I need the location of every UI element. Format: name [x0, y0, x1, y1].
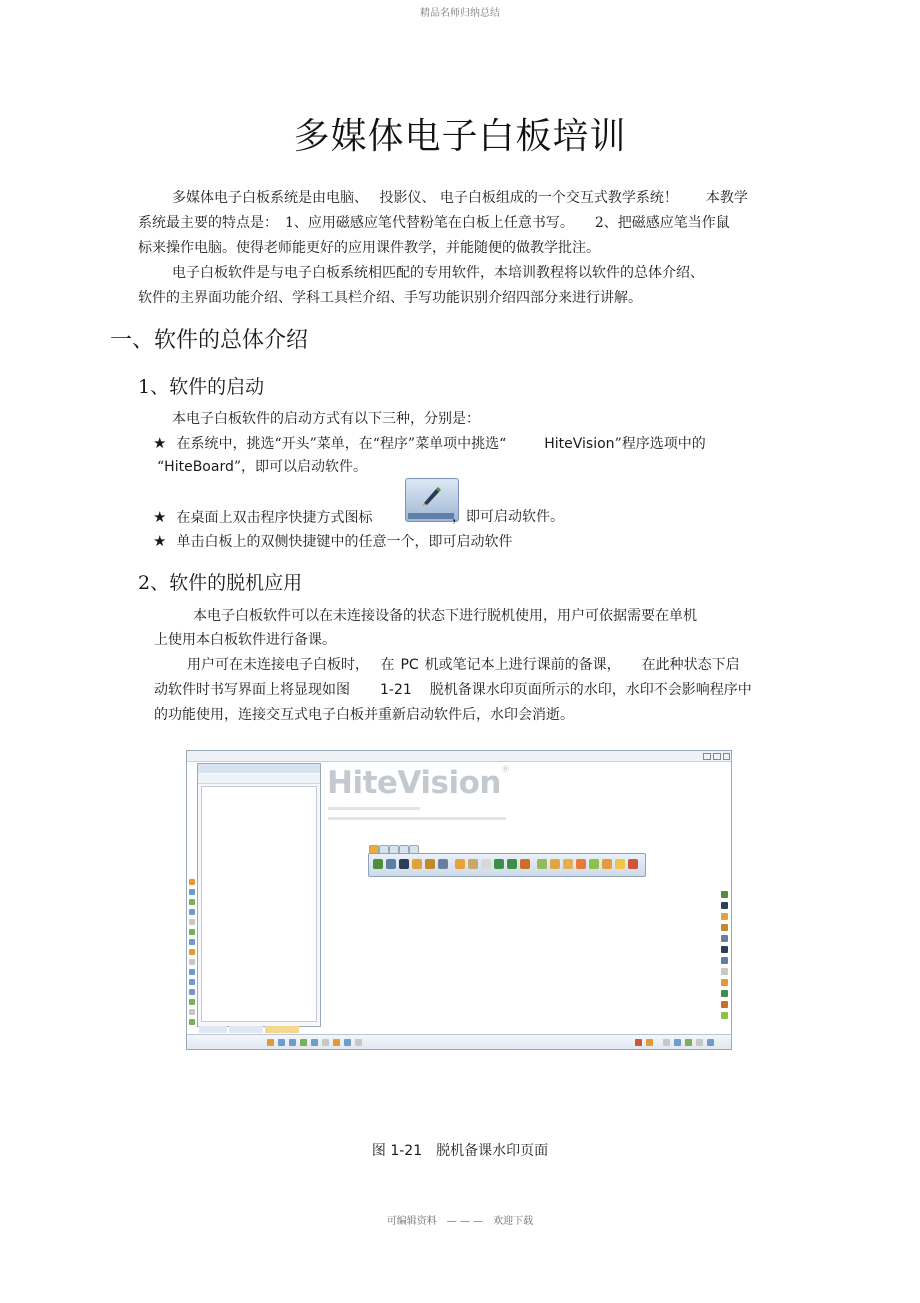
- tool-icon: [189, 909, 195, 915]
- resource-panel-toolbar: [198, 774, 320, 784]
- bullet-1-text-c: ”，即可以启动软件。: [233, 459, 368, 475]
- folder-icon: [615, 859, 625, 869]
- tool-icon: [721, 891, 728, 898]
- hitevision-watermark: [327, 765, 509, 801]
- star-bullet-icon: ★: [153, 508, 167, 526]
- hiteboard-shortcut-icon: [405, 478, 459, 522]
- tool-icon: [189, 929, 195, 935]
- startup-bullet-1: [153, 431, 706, 457]
- tool-icon: [322, 1039, 329, 1046]
- bullet-3-text: 单击白板上的双侧快捷键中的任意一个，即可启动软件: [176, 534, 513, 550]
- tool-icon: [721, 935, 728, 942]
- figure-caption: [0, 1140, 920, 1160]
- tool-icon: [674, 1039, 681, 1046]
- offline-p2-text-c: 动软件时书写界面上将显现如图: [154, 682, 350, 698]
- subsection-2-heading: 2、软件的脱机应用: [138, 572, 303, 594]
- resource-panel-tabs: [197, 1026, 319, 1033]
- tool-icon: [576, 859, 586, 869]
- brush-icon: [721, 924, 728, 931]
- star-bullet-icon: ★: [153, 434, 167, 452]
- tool-icon: [333, 1039, 340, 1046]
- panel-tab-3: [265, 1026, 299, 1033]
- pen-icon: [721, 902, 728, 909]
- intro-paragraph-2-line-2: 软件的主界面功能介绍、学科工具栏介绍、手写功能识别介绍四部分来进行讲解。: [138, 290, 642, 306]
- bullet-1-quote: “: [157, 459, 165, 475]
- floating-toolbar: [368, 853, 646, 877]
- offline-paragraph-1-line-2: 上使用本白板软件进行备课。: [154, 632, 336, 648]
- intro-paragraph-1-line-2: 系统最主要的特点是： 1、应用磁感应笔代替粉笔在白板上任意书写。 2、把磁感应笔当作鼠: [138, 215, 730, 231]
- tool-icon: [721, 946, 728, 953]
- tool-icon: [189, 879, 195, 885]
- page-footer: 可编辑资料 — — — 欢迎下载: [386, 1216, 534, 1227]
- maximize-icon: [713, 753, 721, 760]
- startup-lead-text: 本电子白板软件的启动方式有以下三种，分别是：: [172, 411, 480, 427]
- tool-icon: [267, 1039, 274, 1046]
- watermark-text: HiteVision: [327, 765, 501, 801]
- tool-icon: [721, 1001, 728, 1008]
- watermark-subline: [328, 817, 506, 820]
- star-bullet-icon: ★: [153, 532, 167, 550]
- tool-icon: [386, 859, 396, 869]
- panel-tab-1: [199, 1026, 227, 1033]
- tool-icon: [663, 1039, 670, 1046]
- bullet-2-text-b: ，即可启动软件。: [452, 509, 564, 525]
- registered-mark: ®: [500, 765, 510, 775]
- bullet-2-text-a: 在桌面上双击程序快捷方式图标: [176, 510, 373, 526]
- tool-icon: [635, 1039, 642, 1046]
- tool-icon: [189, 1009, 195, 1015]
- intro-paragraph-2-line-1: 电子白板软件是与电子白板系统相匹配的专用软件，本培训教程将以软件的总体介绍、: [172, 265, 704, 281]
- redo-icon: [507, 859, 517, 869]
- startup-bullet-1-line-2: [157, 455, 367, 480]
- tool-icon: [721, 968, 728, 975]
- pen-icon: [412, 859, 422, 869]
- tool-icon: [189, 959, 195, 965]
- panel-tab-2: [229, 1026, 263, 1033]
- tool-icon: [189, 889, 195, 895]
- resource-panel: [197, 763, 321, 1027]
- offline-p2-text-b: 机或笔记本上进行课前的备课， 在此种状态下启: [424, 657, 740, 673]
- pen-icon: [420, 485, 442, 507]
- tool-icon: [646, 1039, 653, 1046]
- tool-icon: [685, 1039, 692, 1046]
- figure-1-21-screenshot: [186, 750, 732, 1050]
- tool-icon: [311, 1039, 318, 1046]
- tool-icon: [189, 899, 195, 905]
- tool-icon: [189, 999, 195, 1005]
- tool-icon: [563, 859, 573, 869]
- offline-p2-pc: PC: [400, 657, 419, 673]
- startup-bullet-3: [153, 529, 512, 555]
- subsection-1-heading: 1、软件的启动: [138, 376, 265, 398]
- tool-icon: [289, 1039, 296, 1046]
- minimize-icon: [703, 753, 711, 760]
- tool-icon: [628, 859, 638, 869]
- caption-number: 1-21: [390, 1143, 423, 1159]
- select-arrow-icon: [373, 859, 383, 869]
- right-quick-toolbar: [720, 891, 729, 1031]
- tool-icon: [189, 949, 195, 955]
- brush-icon: [425, 859, 435, 869]
- undo-icon: [494, 859, 504, 869]
- offline-p2-figure-ref: 1-21: [380, 682, 412, 698]
- bottom-toolbar: [187, 1034, 731, 1050]
- left-quick-toolbar: [188, 879, 196, 1025]
- offline-paragraph-2-line-2: [154, 678, 752, 703]
- tool-icon: [537, 859, 547, 869]
- zoom-icon: [189, 979, 195, 985]
- tool-icon: [300, 1039, 307, 1046]
- caption-label: 图: [371, 1143, 386, 1159]
- offline-paragraph-2-line-1: [187, 653, 740, 678]
- tool-icon: [468, 859, 478, 869]
- resource-panel-list: [201, 786, 317, 1022]
- tool-icon: [721, 990, 728, 997]
- tool-icon: [455, 859, 465, 869]
- tool-icon: [707, 1039, 714, 1046]
- eraser-icon: [481, 859, 491, 869]
- bullet-1-text-b: ”程序选项中的: [614, 436, 706, 452]
- resource-panel-header: [198, 764, 320, 773]
- tool-icon: [189, 939, 195, 945]
- tool-icon: [602, 859, 612, 869]
- offline-paragraph-1-line-1: 本电子白板软件可以在未连接设备的状态下进行脱机使用，用户可依据需要在单机: [193, 608, 697, 624]
- offline-paragraph-2-line-3: 的功能使用，连接交互式电子白板并重新启动软件后，水印会消逝。: [154, 707, 574, 723]
- tool-icon: [438, 859, 448, 869]
- caption-text: 脱机备课水印页面: [436, 1143, 549, 1159]
- close-icon: [723, 753, 730, 760]
- tool-icon: [721, 979, 728, 986]
- pen-icon: [721, 913, 728, 920]
- offline-p2-text-a: 用户可在未连接电子白板时， 在: [187, 657, 395, 673]
- tool-icon: [278, 1039, 285, 1046]
- startup-bullet-2: [153, 505, 372, 531]
- zoom-icon: [189, 989, 195, 995]
- bullet-1-app-name: HiteBoard: [164, 459, 234, 475]
- pen-icon: [399, 859, 409, 869]
- intro-paragraph-1-line-1: 多媒体电子白板系统是由电脑、 投影仪、 电子白板组成的一个交互式教学系统！ 本教学: [172, 190, 748, 206]
- section-1-heading: 一、软件的总体介绍: [110, 328, 309, 353]
- tool-icon: [189, 969, 195, 975]
- icon-caption-bar: [408, 513, 454, 519]
- tool-icon: [189, 919, 195, 925]
- tool-icon: [721, 957, 728, 964]
- tool-icon: [550, 859, 560, 869]
- app-title-bar: [187, 751, 731, 762]
- tool-icon: [355, 1039, 362, 1046]
- document-title: 多媒体电子白板培训: [293, 116, 627, 157]
- intro-paragraph-1-line-3: 标来操作电脑。使得老师能更好的应用课件教学，并能随便的做教学批注。: [138, 240, 600, 256]
- tool-icon: [189, 1019, 195, 1025]
- page-header: 精品名师归纳总结: [420, 8, 500, 19]
- tool-icon: [520, 859, 530, 869]
- watermark-subline: [328, 807, 420, 810]
- tool-icon: [721, 1012, 728, 1019]
- tool-icon: [696, 1039, 703, 1046]
- offline-p2-text-d: 脱机备课水印页面所示的水印，水印不会影响程序中: [429, 682, 752, 698]
- bullet-1-text-a: 在系统中，挑选“开头”菜单，在“程序”菜单项中挑选“: [176, 436, 507, 452]
- tool-icon: [589, 859, 599, 869]
- bullet-1-brand: HiteVision: [544, 436, 615, 452]
- tool-icon: [344, 1039, 351, 1046]
